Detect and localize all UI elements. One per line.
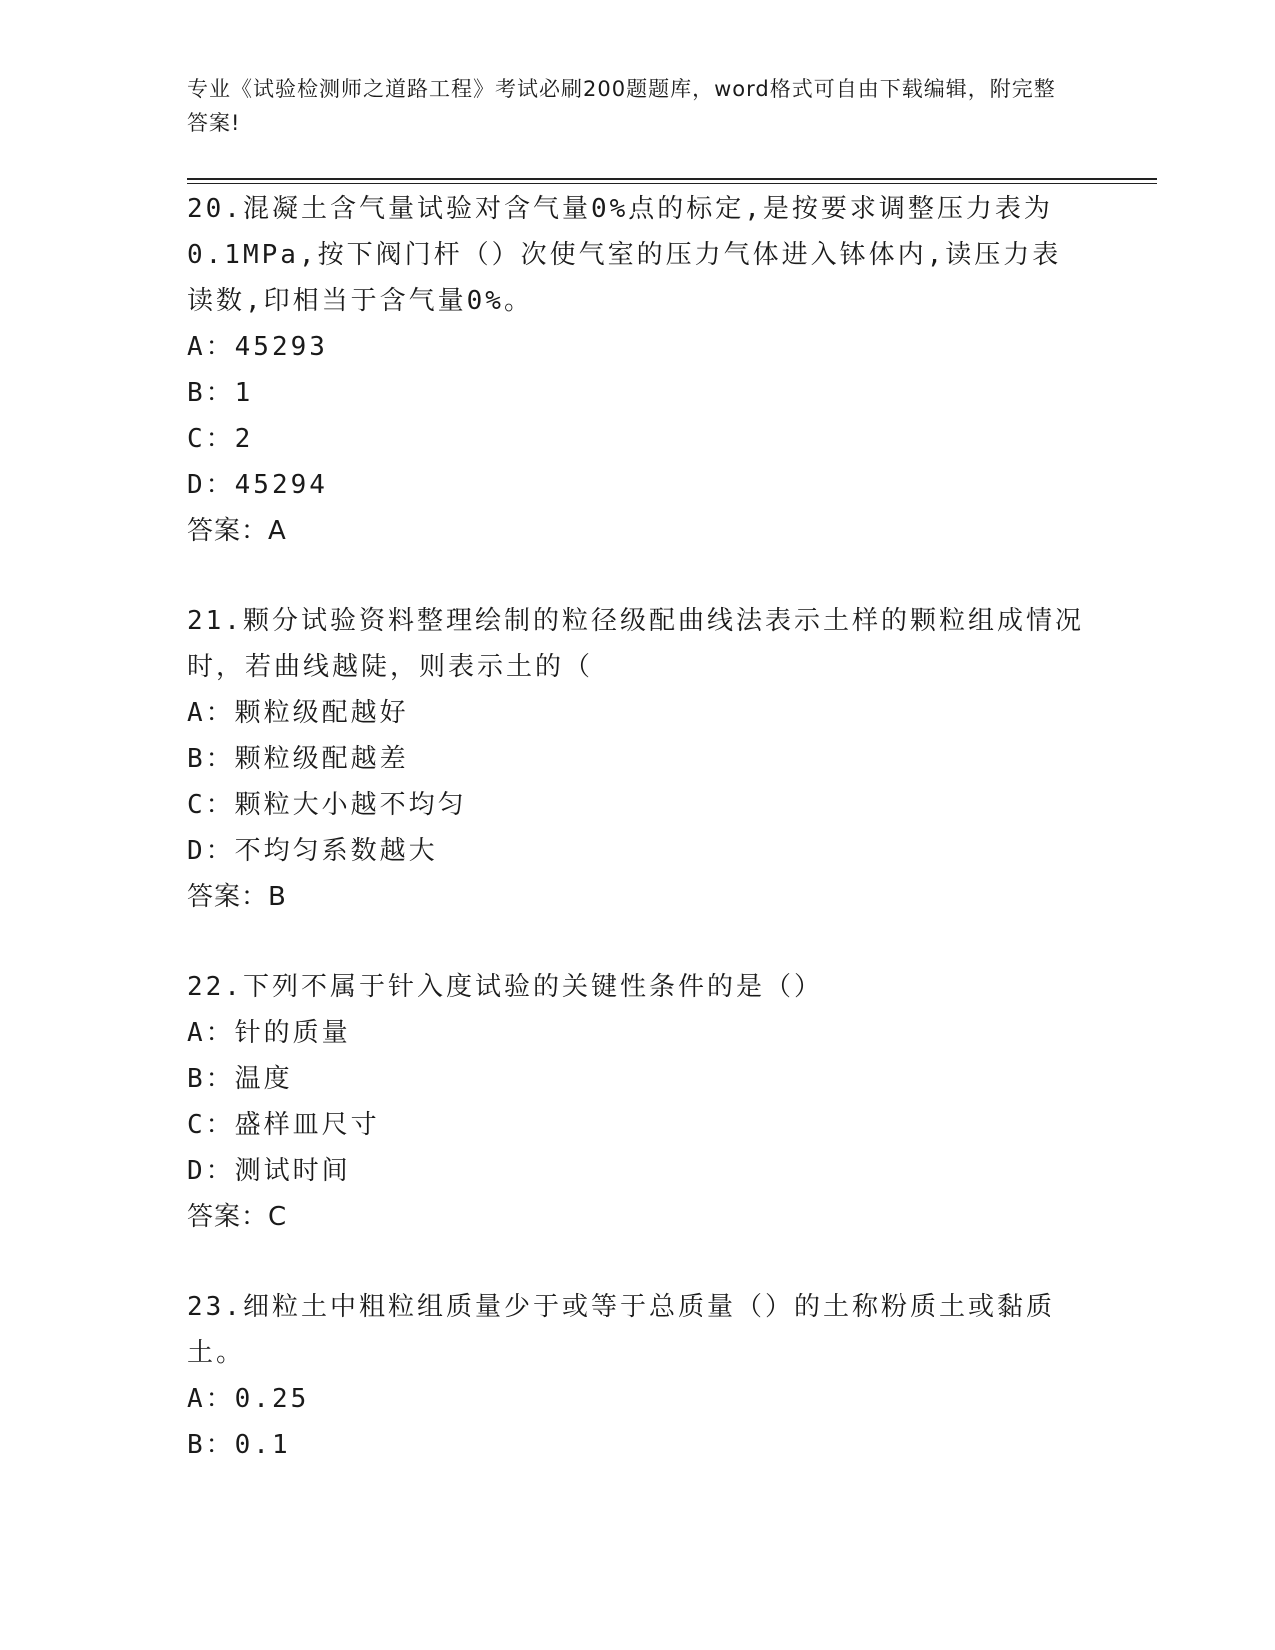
option-b: B：0.1 <box>187 1430 291 1460</box>
question-text: 21.颗分试验资料整理绘制的粒径级配曲线法表示土样的颗粒组成情况时，若曲线越陡，则表示土的（ <box>187 606 1084 682</box>
option-b: B：温度 <box>187 1064 293 1094</box>
header-rule-thin <box>187 183 1157 184</box>
option-a: A：0.25 <box>187 1384 310 1414</box>
header-text: 专业《试验检测师之道路工程》考试必刷200题题库，word格式可自由下载编辑，附完整答案! <box>187 77 1056 135</box>
option-b: B：颗粒级配越差 <box>187 744 409 774</box>
option-d: D：45294 <box>187 470 328 500</box>
question-text: 20.混凝土含气量试验对含气量0%点的标定,是按要求调整压力表为0.1MPa,按下阀门杆（）次使气室的压力气体进入钵体内,读压力表读数,印相当于含气量0%。 <box>187 194 1062 316</box>
question-text: 22.下列不属于针入度试验的关键性条件的是（） <box>187 972 823 1002</box>
question-list <box>187 186 1087 1512</box>
option-c: C：颗粒大小越不均匀 <box>187 790 467 820</box>
question-23 <box>187 1284 1087 1468</box>
option-c: C：2 <box>187 424 254 454</box>
document-header <box>187 72 1067 140</box>
answer-line: 答案：A <box>187 516 287 546</box>
question-22 <box>187 964 1087 1240</box>
option-d: D：测试时间 <box>187 1156 351 1186</box>
option-d: D：不均匀系数越大 <box>187 836 438 866</box>
question-20 <box>187 186 1087 554</box>
option-a: A：针的质量 <box>187 1018 351 1048</box>
option-b: B：1 <box>187 378 254 408</box>
question-21 <box>187 598 1087 920</box>
answer-line: 答案：C <box>187 1202 288 1232</box>
answer-line: 答案：B <box>187 882 287 912</box>
option-a: A：45293 <box>187 332 328 362</box>
option-a: A：颗粒级配越好 <box>187 698 409 728</box>
question-text: 23.细粒土中粗粒组质量少于或等于总质量（）的土称粉质土或黏质土。 <box>187 1292 1055 1368</box>
header-rule-thick <box>187 178 1157 180</box>
option-c: C：盛样皿尺寸 <box>187 1110 380 1140</box>
